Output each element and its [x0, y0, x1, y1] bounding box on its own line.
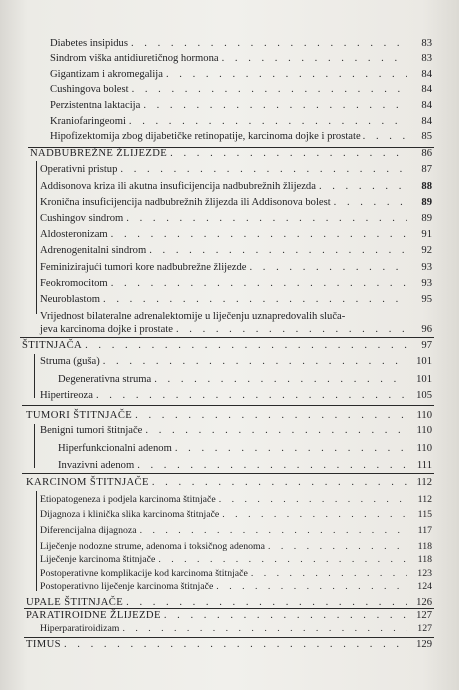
toc-entry-label: Liječenje karcinoma štitnjače	[40, 554, 156, 565]
divider-line	[36, 491, 37, 591]
toc-entry-label: Struma (guša)	[40, 356, 100, 367]
toc-entry-label: Invazivni adenom	[58, 460, 135, 471]
leader-dots	[268, 540, 407, 553]
toc-entry-label: Cushingov sindrom	[40, 213, 124, 224]
leader-dots	[222, 508, 407, 521]
toc-entry-label: Kronična insuficijencija nadbubrežnih žlijezda ili Addisonova bolest	[40, 197, 331, 208]
toc-entry-page: 101	[416, 374, 432, 385]
toc-entry-label: Dijagnoza i klinička slika karcinoma štitnjače	[40, 509, 220, 520]
divider-line	[22, 473, 434, 474]
leader-dots	[154, 373, 407, 386]
section-heading	[30, 147, 432, 160]
toc-entry-label: Feokromocitom	[40, 278, 108, 289]
toc-entry	[58, 373, 432, 386]
toc-entry	[40, 277, 432, 290]
toc-entry-label: Benigni tumori štitnjače	[40, 425, 143, 436]
toc-entry	[58, 459, 432, 472]
toc-entry	[50, 99, 432, 112]
toc-entry	[40, 580, 432, 593]
toc-entry	[40, 424, 432, 437]
toc-entry-page: 88	[421, 181, 432, 192]
toc-entry-label: Hipofizektomija zbog dijabetičke retinopatije, karcinoma dojke i prostate	[50, 131, 361, 142]
leader-dots	[132, 83, 407, 96]
leader-dots	[140, 524, 407, 537]
section-heading	[26, 476, 432, 489]
toc-entry-page: 95	[421, 294, 432, 305]
leader-dots	[334, 196, 407, 209]
toc-entry-label: Sindrom viška antidiuretičnog hormona	[50, 53, 219, 64]
leader-dots	[251, 567, 407, 580]
toc-entry-label: Feminizirajući tumori kore nadbubrežne žlijezde	[40, 262, 247, 273]
toc-entry-page: 84	[421, 84, 432, 95]
leader-dots	[143, 99, 407, 112]
section-heading-page: 97	[421, 340, 432, 351]
leader-dots	[164, 609, 407, 622]
toc-entry-label: Kraniofaringeomi	[50, 116, 126, 127]
toc-entry-page: 111	[416, 460, 432, 471]
toc-entry	[50, 52, 432, 65]
toc-entry-label: Vrijednost bilateralne adrenalektomije u liječenju uznapredovalih sluča-	[40, 311, 346, 322]
toc-entry-label: Hiperparatiroidizam	[40, 623, 120, 634]
leader-dots	[85, 339, 407, 352]
toc-entry-line1	[40, 310, 432, 323]
toc-entry	[40, 389, 432, 402]
section-heading-page: 126	[416, 597, 432, 608]
leader-dots	[145, 424, 407, 437]
toc-entry-page: 84	[421, 100, 432, 111]
toc-entry	[40, 508, 432, 521]
toc-entry-page: 115	[417, 509, 432, 520]
toc-entry	[40, 493, 432, 506]
divider-line	[22, 405, 434, 406]
toc-entry-label: Perzistentna laktacija	[50, 100, 141, 111]
toc-entry-page: 118	[417, 541, 432, 552]
toc-entry-label: Postoperativne komplikacije kod karcinoma štitnjače	[40, 568, 248, 579]
toc-entry	[58, 442, 432, 455]
leader-dots	[131, 37, 407, 50]
leader-dots	[96, 389, 407, 402]
section-heading-page: 127	[416, 610, 432, 621]
toc-entry-page: 101	[416, 356, 432, 367]
leader-dots	[175, 442, 407, 455]
leader-dots	[111, 228, 407, 241]
toc-entry-page: 110	[416, 443, 432, 454]
toc-entry-label: Diabetes insipidus	[50, 38, 128, 49]
section-heading-label: ŠTITNJAČA	[22, 340, 83, 351]
toc-entry	[40, 261, 432, 274]
toc-entry-page: 89	[421, 213, 432, 224]
toc-entry-label: Etiopatogeneza i podjela karcinoma štitnjače	[40, 494, 216, 505]
toc-entry	[40, 567, 432, 580]
leader-dots	[166, 68, 407, 81]
toc-entry-page: 117	[417, 525, 432, 536]
toc-entry-page: 127	[417, 623, 432, 634]
toc-entry	[40, 553, 432, 566]
section-heading-label: KARCINOM ŠTITNJAČE	[26, 477, 149, 488]
toc-entry-page: 92	[421, 245, 432, 256]
leader-dots	[219, 493, 407, 506]
toc-entry	[40, 244, 432, 257]
leader-dots	[126, 212, 407, 225]
divider-line	[36, 161, 37, 314]
section-heading	[26, 638, 432, 651]
toc-entry	[40, 196, 432, 209]
toc-entry-page: 118	[417, 554, 432, 565]
leader-dots	[176, 323, 407, 336]
toc-entry-page: 89	[421, 197, 432, 208]
section-heading-label: UPALE ŠTITNJAČE	[26, 597, 124, 608]
leader-dots	[250, 261, 408, 274]
section-heading-label: PARATIROIDNE ŽLIJEZDE	[26, 610, 161, 621]
section-heading-label: TUMORI ŠTITNJAČE	[26, 410, 133, 421]
toc-entry-page: 85	[421, 131, 432, 142]
section-heading-page: 129	[416, 639, 432, 650]
section-heading	[26, 409, 432, 422]
toc-entry-label: Postoperativno liječenje karcinoma štitnjače	[40, 581, 214, 592]
section-heading	[22, 339, 432, 352]
toc-entry	[40, 163, 432, 176]
toc-entry-label: Hipertireoza	[40, 390, 93, 401]
toc-entry	[40, 323, 432, 336]
section-heading-page: 112	[416, 477, 432, 488]
section-heading-page: 86	[421, 148, 432, 159]
toc-entry-page: 91	[421, 229, 432, 240]
toc-entry-page: 83	[421, 38, 432, 49]
leader-dots	[222, 52, 407, 65]
toc-entry	[40, 293, 432, 306]
toc-entry	[40, 355, 432, 368]
toc-entry	[40, 524, 432, 537]
toc-entry-label: Cushingova bolest	[50, 84, 129, 95]
toc-entry	[50, 115, 432, 128]
toc-entry-label: Gigantizam i akromegalija	[50, 69, 163, 80]
toc-entry	[40, 540, 432, 553]
toc-entry	[40, 180, 432, 193]
toc-entry-page: 87	[421, 164, 432, 175]
toc-entry-label: Neuroblastom	[40, 294, 101, 305]
leader-dots	[152, 476, 407, 489]
leader-dots	[64, 638, 407, 651]
toc-entry-page: 110	[416, 425, 432, 436]
divider-line	[34, 354, 35, 398]
leader-dots	[135, 409, 407, 422]
leader-dots	[319, 180, 407, 193]
toc-entry-page: 93	[421, 278, 432, 289]
toc-entry	[40, 212, 432, 225]
section-heading-page: 110	[416, 410, 432, 421]
toc-entry-label: jeva karcinoma dojke i prostate	[40, 324, 173, 335]
leader-dots	[129, 115, 407, 128]
toc-entry	[40, 228, 432, 241]
toc-entry-label: Diferencijalna dijagnoza	[40, 525, 137, 536]
toc-entry-label: Liječenje nodozne strume, adenoma i toksičnog adenoma	[40, 541, 265, 552]
section-heading-label: TIMUS	[26, 639, 61, 650]
toc-entry-page: 105	[416, 390, 432, 401]
toc-entry-page: 84	[421, 116, 432, 127]
leader-dots	[122, 622, 407, 635]
leader-dots	[149, 244, 407, 257]
toc-entry	[50, 130, 432, 143]
toc-entry	[50, 68, 432, 81]
toc-entry-label: Aldosteronizam	[40, 229, 108, 240]
toc-entry-page: 84	[421, 69, 432, 80]
section-heading	[26, 609, 432, 622]
divider-line	[34, 424, 35, 468]
toc-entry-label: Hiperfunkcionalni adenom	[58, 443, 172, 454]
leader-dots	[111, 277, 407, 290]
leader-dots	[103, 355, 407, 368]
section-heading-label: NADBUBREŽNE ŽLIJEZDE	[30, 148, 168, 159]
leader-dots	[363, 130, 408, 143]
toc-entry-page: 112	[417, 494, 432, 505]
leader-dots	[170, 147, 407, 160]
divider-line	[20, 337, 434, 338]
toc-entry	[50, 37, 432, 50]
toc-entry-page: 124	[417, 581, 432, 592]
toc-entry-label: Addisonova kriza ili akutna insuficijencija nadbubrežnih žlijezda	[40, 181, 316, 192]
toc-entry-label: Adrenogenitalni sindrom	[40, 245, 147, 256]
leader-dots	[158, 553, 407, 566]
leader-dots	[120, 163, 407, 176]
toc-entry	[40, 622, 432, 635]
leader-dots	[137, 459, 407, 472]
toc-entry-page: 96	[421, 324, 432, 335]
toc-entry-page: 123	[417, 568, 432, 579]
toc-entry-label: Degenerativna struma	[58, 374, 152, 385]
toc-entry-page: 93	[421, 262, 432, 273]
leader-dots	[216, 580, 407, 593]
toc-entry-page: 83	[421, 53, 432, 64]
toc-entry-label: Operativni pristup	[40, 164, 118, 175]
toc-entry	[50, 83, 432, 96]
leader-dots	[103, 293, 407, 306]
